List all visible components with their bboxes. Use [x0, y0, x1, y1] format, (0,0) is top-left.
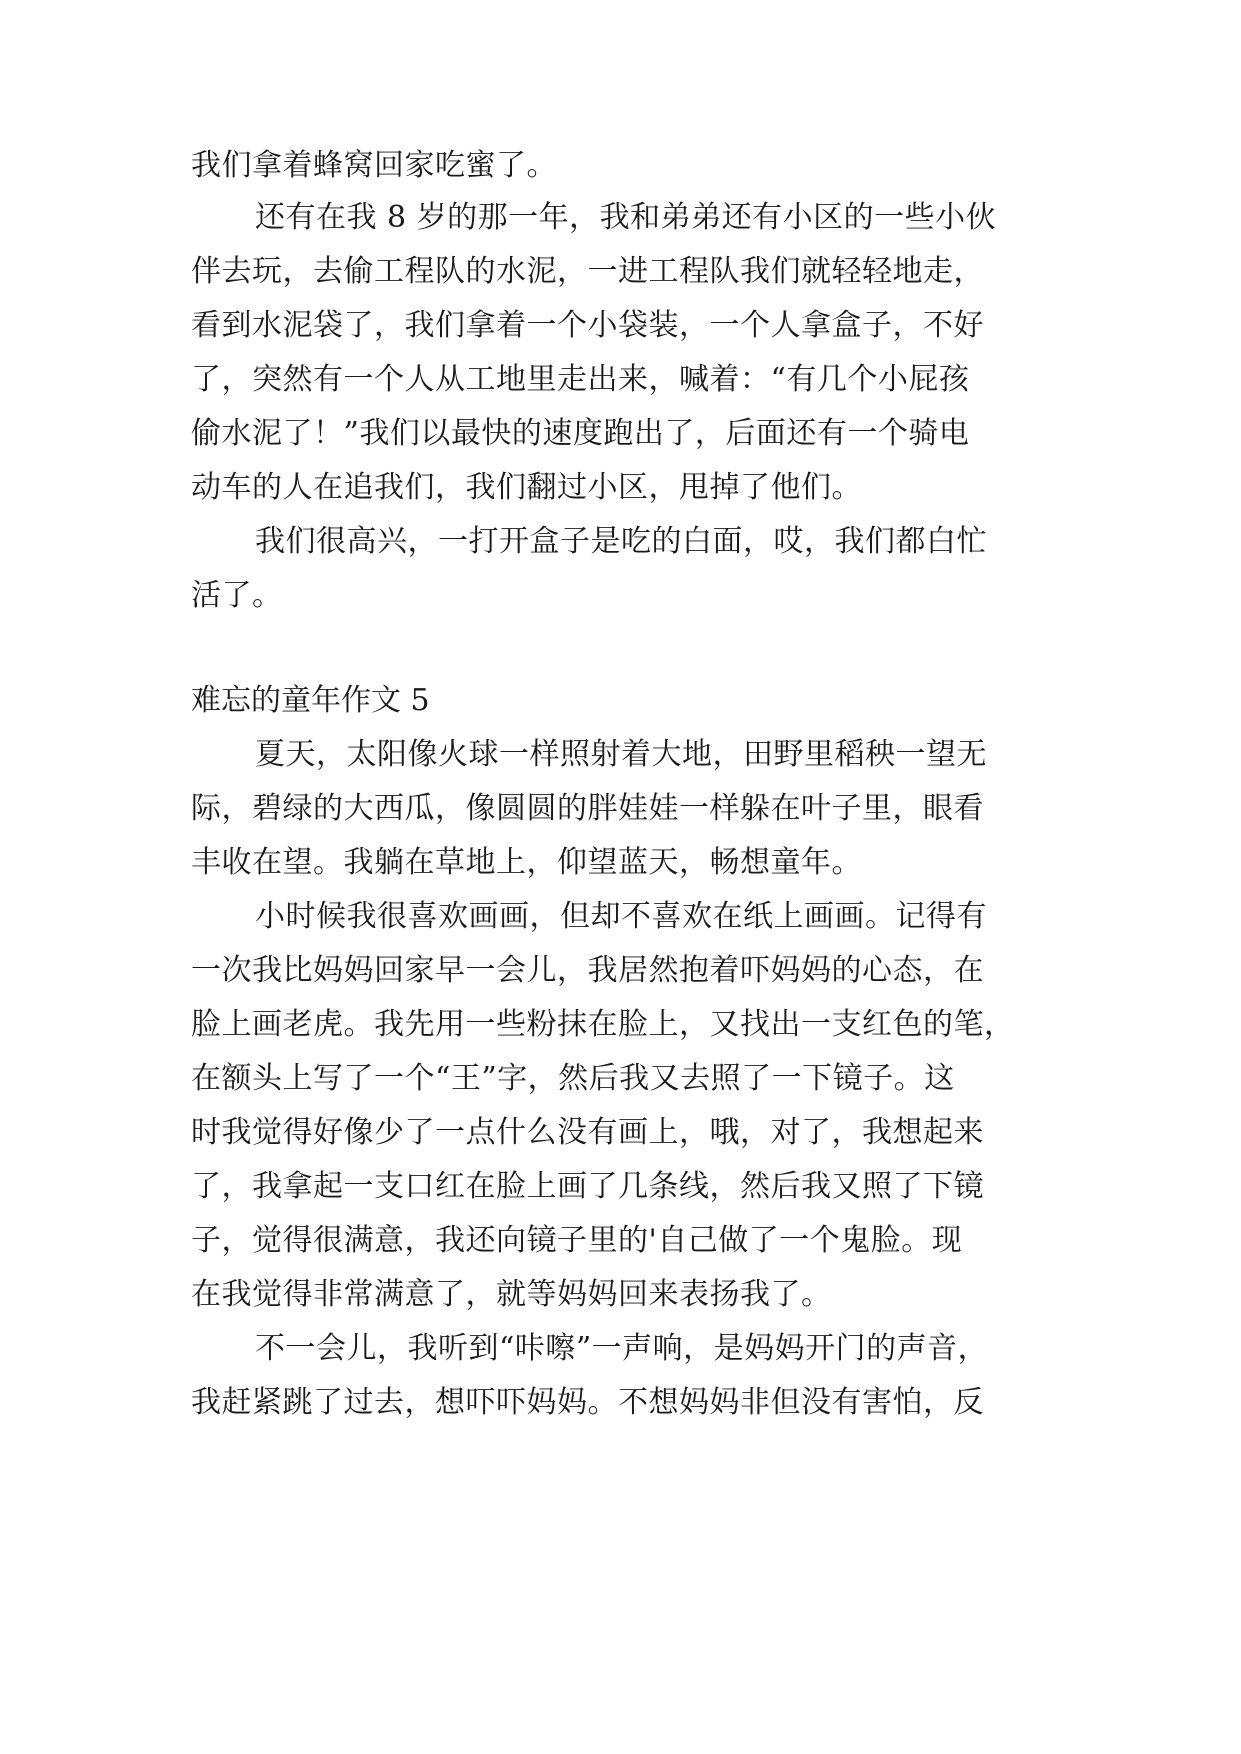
paragraph-line: 际，碧绿的大西瓜，像圆圆的胖娃娃一样躲在叶子里，眼看 [191, 791, 984, 826]
paragraph-line: 我赶紧跳了过去，想吓吓妈妈。不想妈妈非但没有害怕，反 [191, 1385, 984, 1420]
paragraph-line: 我们很高兴，一打开盒子是吃的白面，哎，我们都白忙 [255, 524, 987, 559]
paragraph-line: 我们拿着蜂窝回家吃蜜了。 [191, 148, 557, 183]
paragraph-line: 丰收在望。我躺在草地上，仰望蓝天，畅想童年。 [191, 845, 862, 880]
paragraph-line: 在我觉得非常满意了，就等妈妈回来表扬我了。 [191, 1277, 832, 1312]
paragraph-line: 伴去玩，去偷工程队的水泥，一进工程队我们就轻轻地走， [191, 254, 984, 289]
paragraph-line: 小时候我很喜欢画画，但却不喜欢在纸上画画。记得有 [255, 899, 987, 934]
paragraph-line: 活了。 [191, 578, 283, 613]
paragraph-line: 还有在我 8 岁的那一年，我和弟弟还有小区的一些小伙 [255, 200, 997, 235]
paragraph-line: 脸上画老虎。我先用一些粉抹在脸上，又找出一支红色的笔， [191, 1007, 1015, 1042]
paragraph-line: 一次我比妈妈回家早一会儿，我居然抱着吓妈妈的心态，在 [191, 953, 984, 988]
paragraph-line: 看到水泥袋了，我们拿着一个小袋装，一个人拿盒子，不好 [191, 308, 984, 343]
paragraph-line: 不一会儿，我听到“咔嚓”一声响，是妈妈开门的声音， [255, 1331, 989, 1366]
paragraph-line: 动车的人在追我们，我们翻过小区，甩掉了他们。 [191, 470, 862, 505]
paragraph-line: 时我觉得好像少了一点什么没有画上，哦，对了，我想起来 [191, 1115, 984, 1150]
paragraph-line: 偷水泥了！”我们以最快的速度跑出了，后面还有一个骑电 [191, 416, 970, 451]
paragraph-line: 夏天，太阳像火球一样照射着大地，田野里稻秧一望无 [255, 737, 987, 772]
paragraph-line: 在额头上写了一个“王”字，然后我又去照了一下镜子。这 [191, 1061, 955, 1096]
section-heading: 难忘的童年作文 5 [191, 683, 430, 718]
paragraph-line: 了，突然有一个人从工地里走出来，喊着：“有几个小屁孩 [191, 362, 970, 397]
paragraph-line: 子，觉得很满意，我还向镜子里的'自己做了一个鬼脸。现 [191, 1223, 963, 1258]
paragraph-line: 了，我拿起一支口红在脸上画了几条线，然后我又照了下镜 [191, 1169, 984, 1204]
